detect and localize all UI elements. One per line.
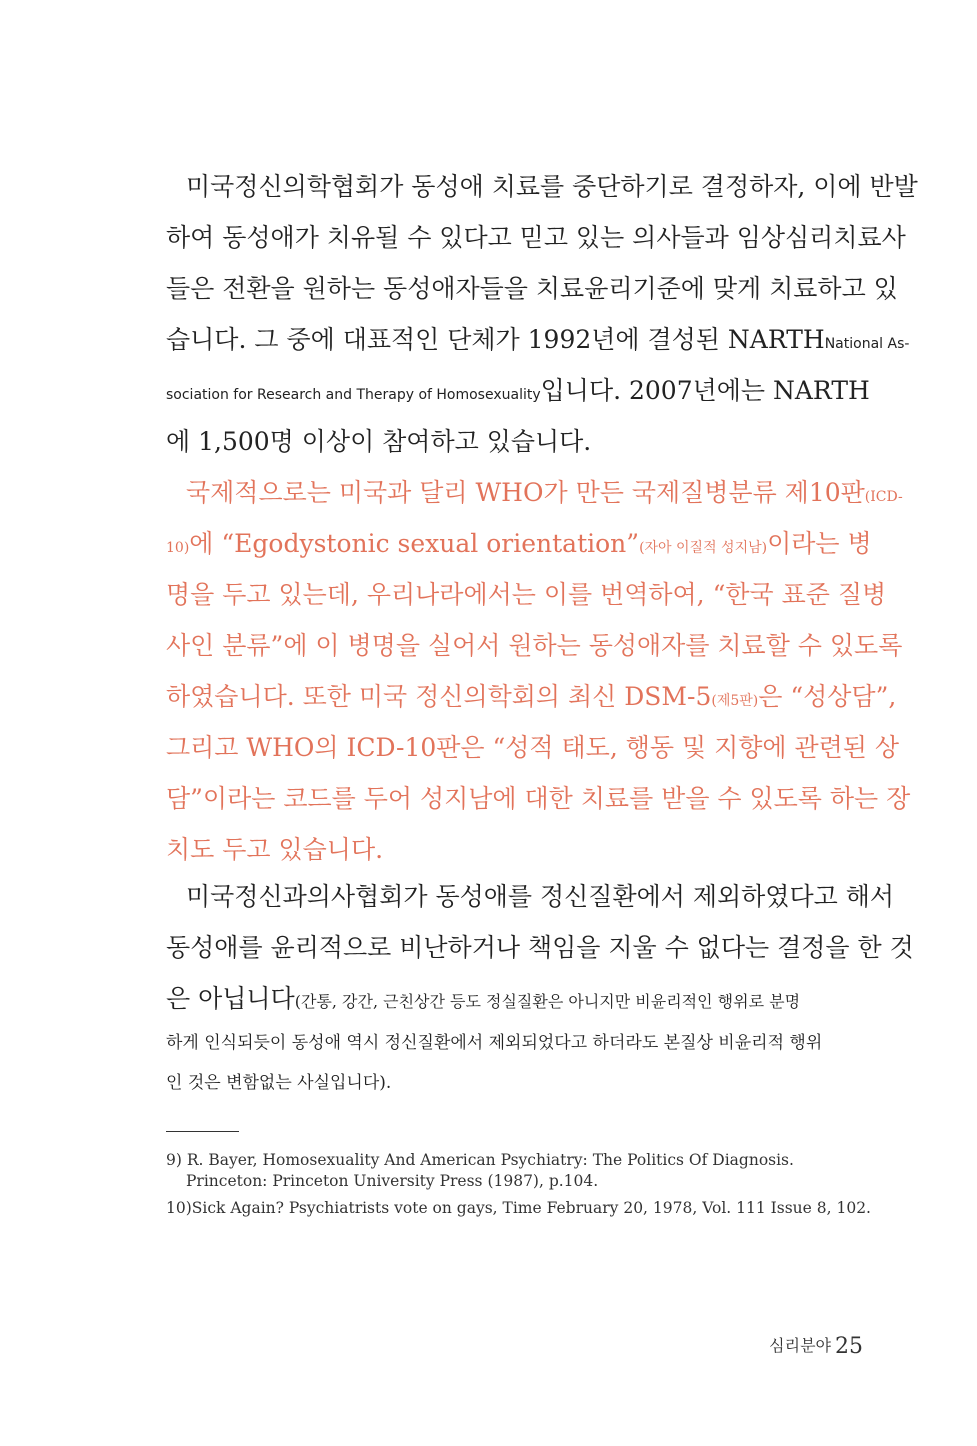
footnote-10 xyxy=(166,1198,871,1219)
text-run: 습니다. 그 중에 대표적인 단체가 1992년에 결성된 NARTH xyxy=(166,325,825,354)
text-line xyxy=(166,376,870,406)
text-line xyxy=(166,529,872,559)
note-line: 하게 인식되듯이 동성애 역시 정신질환에서 제외되었다고 하더라도 본질상 비윤리적 행위 xyxy=(166,1033,823,1053)
text-line: 하여 동성애가 치유될 수 있다고 믿고 있는 의사들과 임상심리치료사 xyxy=(166,223,906,252)
note-line: 인 것은 변함없는 사실입니다). xyxy=(166,1073,392,1093)
text-run: 국제적으로는 미국과 달리 WHO가 만든 국제질병분류 제10판 xyxy=(186,478,865,507)
text-line xyxy=(166,478,903,508)
note-text: (간통, 강간, 근친상간 등도 정실질환은 아니지만 비윤리적인 행위로 분명 xyxy=(294,992,801,1011)
footnote-line: Princeton: Princeton University Press (1987), p.104. xyxy=(186,1172,599,1190)
gloss-text: (자아 이질적 성지남) xyxy=(639,540,768,556)
text-line xyxy=(166,984,863,1014)
gloss-text: National As- xyxy=(824,336,910,352)
gloss-text: 10) xyxy=(166,540,190,556)
text-line: 에 1,500명 이상이 참여하고 있습니다. xyxy=(166,427,592,456)
text-line: 미국정신과의사협회가 동성애를 정신질환에서 제외하였다고 해서 xyxy=(186,882,894,911)
text-run: 입니다. 2007년에는 NARTH xyxy=(540,376,870,405)
gloss-text: sociation for Research and Therapy of Homosexuality xyxy=(166,387,541,403)
text-line xyxy=(166,325,910,355)
gloss-text: (ICD- xyxy=(864,489,903,505)
footnote-9 xyxy=(166,1150,863,1192)
text-line: 미국정신의학협회가 동성애 치료를 중단하기로 결정하자, 이에 반발 xyxy=(186,172,918,201)
text-line: 들은 전환을 원하는 동성애자들을 치료윤리기준에 맞게 치료하고 있 xyxy=(166,274,898,303)
page-footer xyxy=(769,1333,863,1359)
footnote-line: 9) R. Bayer, Homosexuality And American Psychiatry: The Politics Of Diagnosis. xyxy=(166,1151,794,1169)
text-run: 에 “Egodystonic sexual orientation” xyxy=(189,529,640,558)
text-run: 이라는 병 xyxy=(767,529,872,558)
text-line: 동성애를 윤리적으로 비난하거나 책임을 지울 수 없다는 결정을 한 것 xyxy=(166,933,914,962)
text-line: 담”이라는 코드를 두어 성지남에 대한 치료를 받을 수 있도록 하는 장 xyxy=(166,784,911,813)
text-line xyxy=(166,682,897,712)
footnote-line: 10)Sick Again? Psychiatrists vote on gays, Time February 20, 1978, Vol. 111 Issue 8, 102. xyxy=(166,1199,871,1217)
section-label: 심리분야 xyxy=(769,1336,831,1355)
text-line: 명을 두고 있는데, 우리나라에서는 이를 번역하여, “한국 표준 질병 xyxy=(166,580,887,609)
text-run: 은 아닙니다 xyxy=(166,984,295,1013)
text-line: 그리고 WHO의 ICD-10판은 “성적 태도, 행동 및 지향에 관련된 상 xyxy=(166,733,900,762)
page-number: 25 xyxy=(835,1334,863,1359)
text-line: 사인 분류”에 이 병명을 실어서 원하는 동성애자를 치료할 수 있도록 xyxy=(166,631,903,660)
text-run: 하였습니다. 또한 미국 정신의학회의 최신 DSM-5 xyxy=(166,682,712,711)
footnote-divider xyxy=(166,1131,239,1132)
text-run: 은 “성상담”, xyxy=(758,682,897,711)
text-line: 치도 두고 있습니다. xyxy=(166,835,384,864)
gloss-text: (제5판) xyxy=(711,693,759,709)
